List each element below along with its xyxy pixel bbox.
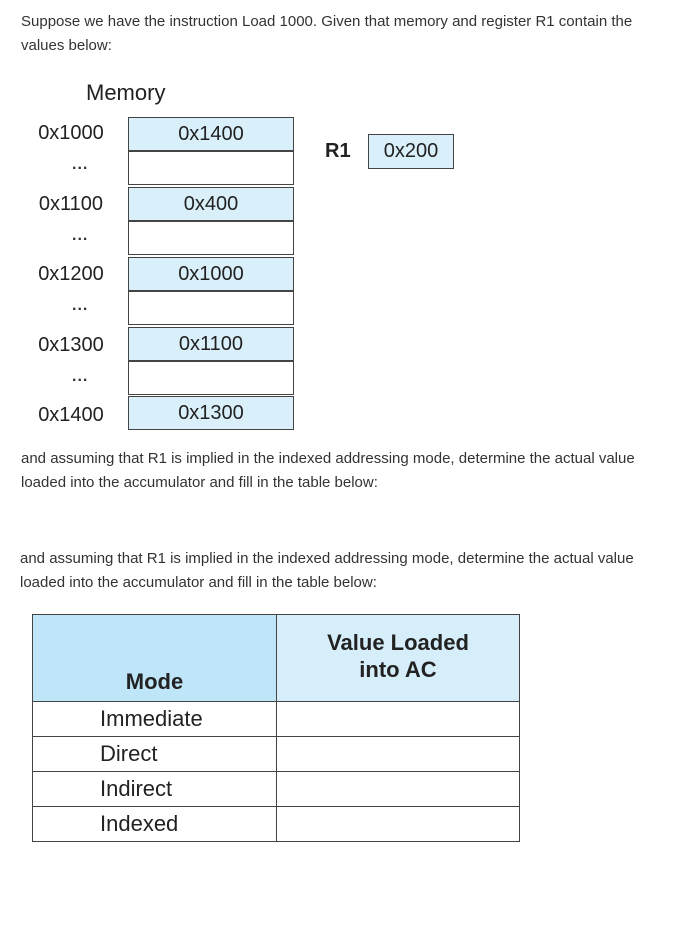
value-cell[interactable] <box>277 702 520 737</box>
mode-cell: Direct <box>33 737 277 772</box>
header-value-line1: Value Loaded <box>327 630 469 655</box>
memory-cell: 0x1100 <box>128 327 294 361</box>
value-cell[interactable] <box>277 807 520 842</box>
mode-cell: Indexed <box>33 807 277 842</box>
mode-cell: Indirect <box>33 772 277 807</box>
addressing-modes-table <box>32 614 520 842</box>
memory-address: 0x1100 <box>38 193 104 215</box>
table-row <box>33 772 520 807</box>
memory-ellipsis: ... <box>72 368 89 385</box>
memory-cell: 0x1000 <box>128 257 294 291</box>
memory-cell: 0x400 <box>128 187 294 221</box>
memory-address: 0x1000 <box>38 122 104 144</box>
table-row <box>33 807 520 842</box>
memory-ellipsis: ... <box>72 156 89 173</box>
memory-cell-empty <box>128 291 294 325</box>
memory-address: 0x1200 <box>38 263 104 285</box>
memory-cell-empty <box>128 151 294 185</box>
memory-cell-empty <box>128 221 294 255</box>
table-row <box>33 737 520 772</box>
memory-ellipsis: ... <box>72 227 89 244</box>
memory-cell: 0x1300 <box>128 396 294 430</box>
assumption-paragraph: and assuming that R1 is implied in the indexed addressing mode, determine the actual value loaded into the accumulator and fill in the table below: <box>21 450 635 491</box>
intro-paragraph: Suppose we have the instruction Load 1000. Given that memory and register R1 contain the values below: <box>21 13 633 54</box>
header-value-loaded <box>277 615 520 702</box>
memory-cell: 0x1400 <box>128 117 294 151</box>
table-row <box>33 702 520 737</box>
memory-address: 0x1400 <box>38 404 104 426</box>
register-label: R1 <box>325 140 351 162</box>
assumption-paragraph-repeat: and assuming that R1 is implied in the indexed addressing mode, determine the actual value loaded into the accumulator and fill in the table below: <box>20 550 634 591</box>
memory-title: Memory <box>86 80 166 105</box>
memory-ellipsis: ... <box>72 297 89 314</box>
memory-cell-empty <box>128 361 294 395</box>
table-header-row <box>33 615 520 702</box>
value-cell[interactable] <box>277 772 520 807</box>
value-cell[interactable] <box>277 737 520 772</box>
header-mode: Mode <box>33 615 277 702</box>
register-value: 0x200 <box>368 134 454 169</box>
mode-cell: Immediate <box>33 702 277 737</box>
memory-address: 0x1300 <box>38 334 104 356</box>
header-value-line2: into AC <box>359 657 437 682</box>
